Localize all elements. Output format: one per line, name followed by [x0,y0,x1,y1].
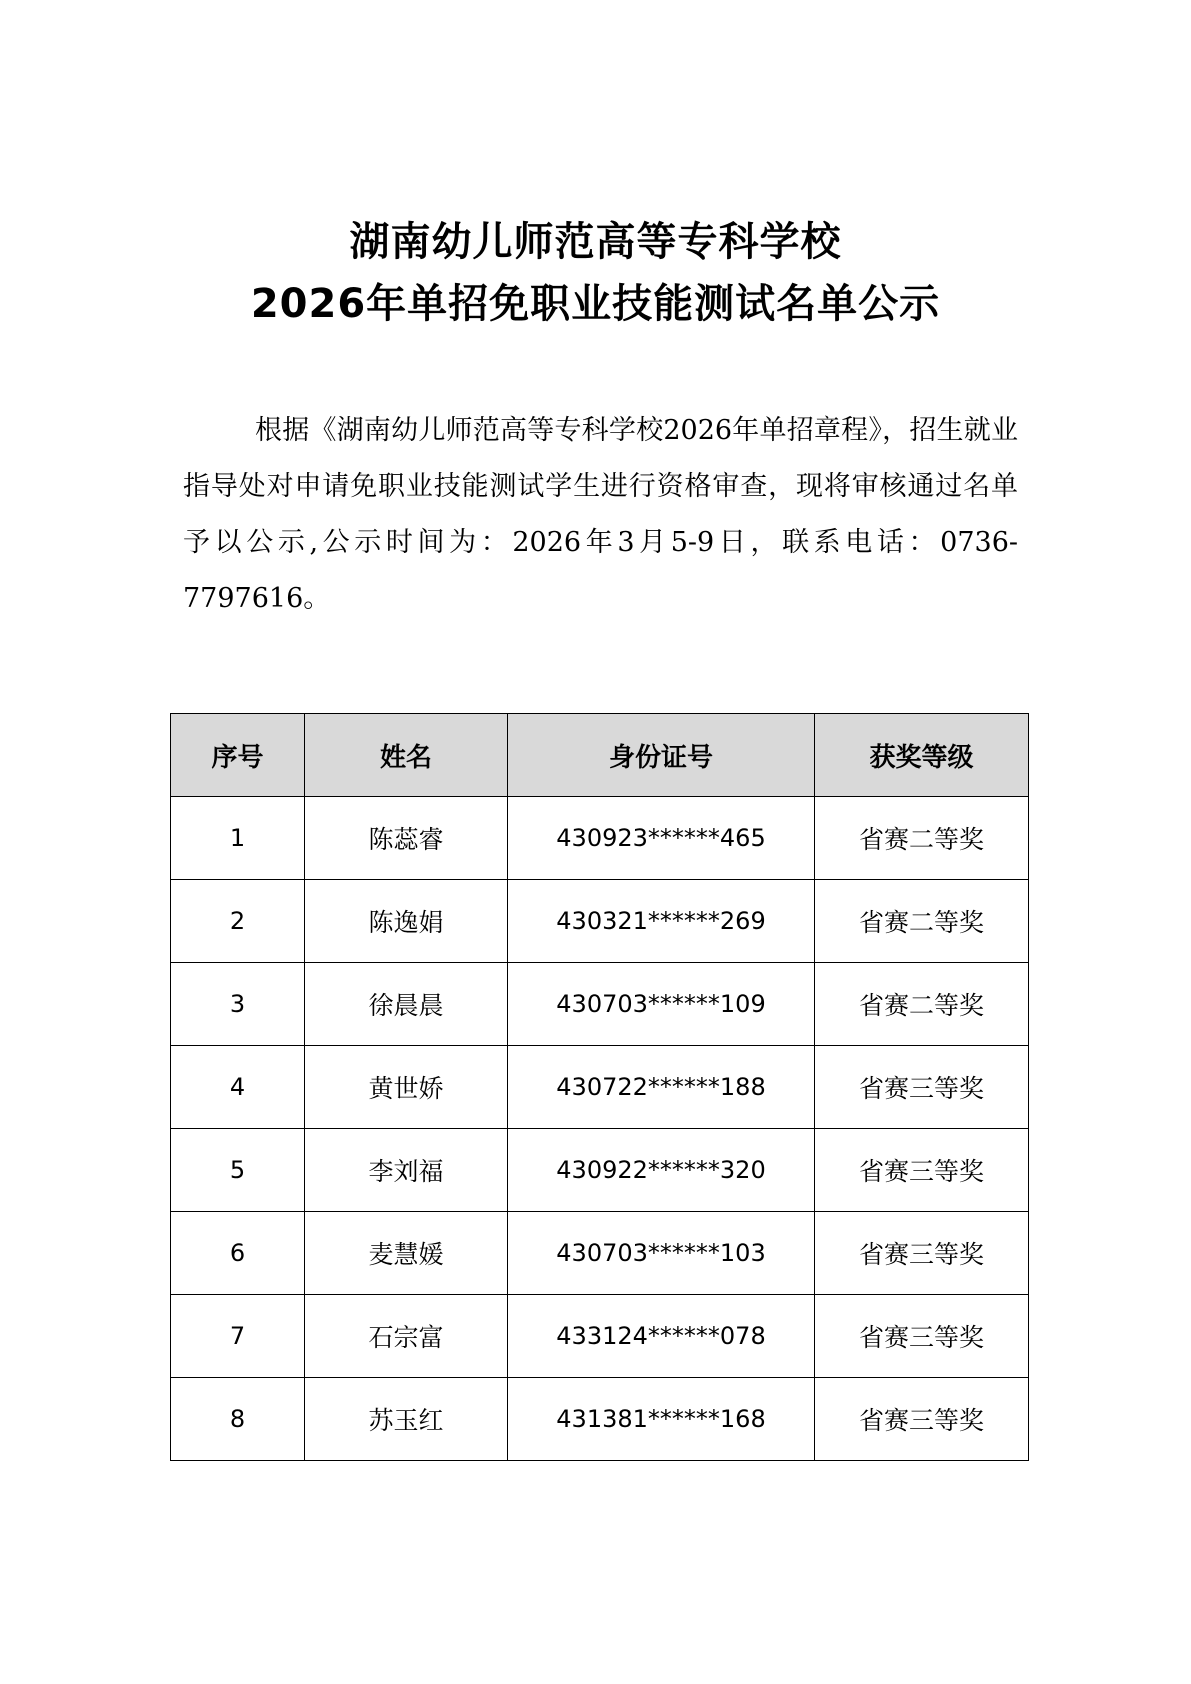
serial-number-cell: 8 [171,1378,305,1461]
name-cell: 石宗富 [305,1295,508,1378]
serial-number-cell: 6 [171,1212,305,1295]
serial-number-cell: 2 [171,880,305,963]
award-level-cell: 省赛二等奖 [815,963,1029,1046]
table-row [171,880,1029,963]
table-row [171,797,1029,880]
award-level-cell: 省赛二等奖 [815,880,1029,963]
serial-number-cell: 5 [171,1129,305,1212]
award-level-cell: 省赛三等奖 [815,1046,1029,1129]
award-level-cell: 省赛三等奖 [815,1295,1029,1378]
award-level-cell: 省赛三等奖 [815,1129,1029,1212]
name-cell: 徐晨晨 [305,963,508,1046]
award-level-cell: 省赛二等奖 [815,797,1029,880]
table-row [171,1046,1029,1129]
id-number-cell: 431381******168 [508,1378,815,1461]
id-number-cell: 430703******109 [508,963,815,1046]
name-cell: 苏玉红 [305,1378,508,1461]
serial-number-cell: 1 [171,797,305,880]
header-award-level: 获奖等级 [815,714,1029,797]
header-id-number: 身份证号 [508,714,815,797]
id-number-cell: 430923******465 [508,797,815,880]
exemption-list-table [170,713,1029,1461]
serial-number-cell: 4 [171,1046,305,1129]
name-cell: 黄世娇 [305,1046,508,1129]
table-row [171,1212,1029,1295]
id-number-cell: 430703******103 [508,1212,815,1295]
serial-number-cell: 7 [171,1295,305,1378]
header-serial-number: 序号 [171,714,305,797]
id-number-cell: 430321******269 [508,880,815,963]
header-name: 姓名 [305,714,508,797]
table-row [171,1378,1029,1461]
table-row [171,1295,1029,1378]
document-title-line-1: 湖南幼儿师范高等专科学校 [349,219,842,265]
award-level-cell: 省赛三等奖 [815,1378,1029,1461]
table-row [171,963,1029,1046]
document-title-line-2: 2026年单招免职业技能测试名单公示 [250,281,941,327]
award-level-cell: 省赛三等奖 [815,1212,1029,1295]
name-cell: 陈逸娟 [305,880,508,963]
id-number-cell: 430922******320 [508,1129,815,1212]
name-cell: 李刘福 [305,1129,508,1212]
table-row [171,1129,1029,1212]
announcement-paragraph: 根据《湖南幼儿师范高等专科学校2026年单招章程》，招生就业指导处对申请免职业技能测试学生进行资格审查，现将审核通过名单予以公示,公示时间为：2026年3月5-9日，联系电话：0736-7797616。 [183,415,1018,614]
id-number-cell: 430722******188 [508,1046,815,1129]
name-cell: 麦慧媛 [305,1212,508,1295]
serial-number-cell: 3 [171,963,305,1046]
id-number-cell: 433124******078 [508,1295,815,1378]
table-header-row [171,714,1029,797]
name-cell: 陈蕊睿 [305,797,508,880]
